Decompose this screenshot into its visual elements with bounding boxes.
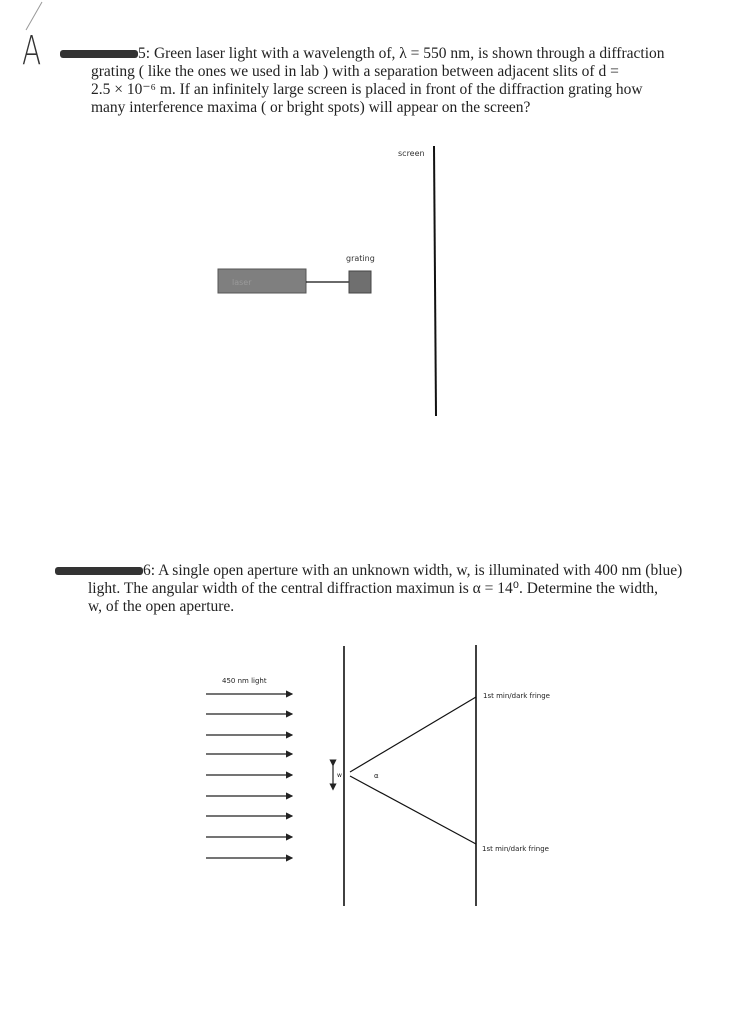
light-label: 450 nm light [222, 677, 267, 685]
q5-line-3: 2.5 × 10⁻⁶ m. If an infinitely large screen is placed in front of the diffraction grating how [91, 81, 643, 98]
grating-label: grating [346, 254, 375, 263]
margin-mark: A [22, 28, 42, 74]
q5-line-1: Green laser light with a wavelength of, λ = 550 nm, is shown through a diffraction [153, 45, 665, 62]
q6-line-1: A single open aperture with an unknown width, w, is illuminated with 400 nm (blue) [158, 562, 683, 579]
q5-line-2: grating ( like the ones we used in lab ) with a separation between adjacent slits of d = [91, 63, 619, 80]
screen-label: screen [398, 149, 425, 158]
angle-label: α [374, 772, 379, 780]
q5-number: 5: [138, 45, 151, 62]
fringe-top-label: 1st min/dark fringe [483, 692, 550, 700]
fringe-bottom-label: 1st min/dark fringe [482, 845, 549, 853]
width-label: w [337, 772, 342, 779]
q6-line-3: w, of the open aperture. [88, 598, 235, 615]
incident-light-rays [206, 694, 292, 858]
q6-line-2: light. The angular width of the central diffraction maximun is α = 14⁰. Determine the width, [88, 580, 659, 597]
diffraction-ray-upper [350, 697, 476, 772]
laser-label: laser [232, 278, 252, 287]
diffraction-ray-lower [350, 776, 476, 844]
q6-number: 6: [143, 562, 156, 579]
q5-line-4: many interference maxima ( or bright spots) will appear on the screen? [91, 99, 531, 116]
